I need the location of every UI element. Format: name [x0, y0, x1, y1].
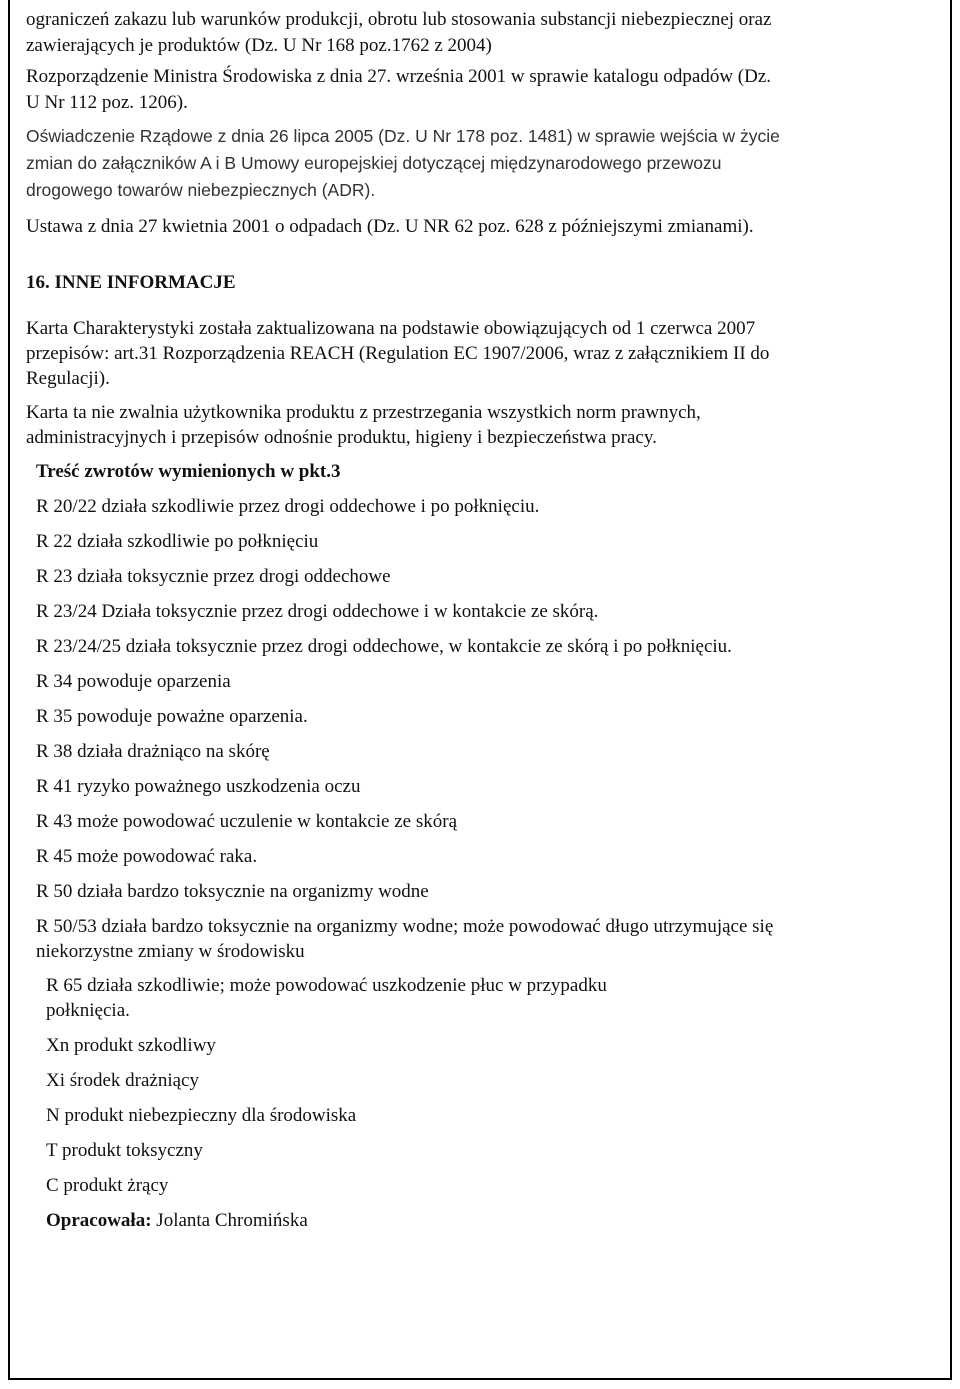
phrase-item: R 50/53 działa bardzo toksycznie na organizmy wodne; może powodować długo utrzymujące się	[36, 916, 774, 937]
paragraph-line: Regulacji).	[26, 368, 110, 389]
phrase-item: R 34 powoduje oparzenia	[36, 671, 231, 692]
hazard-symbol-item: Xi środek drażniący	[46, 1070, 199, 1091]
hazard-symbol-item: N produkt niebezpieczny dla środowiska	[46, 1105, 357, 1126]
hazard-symbol-item: Xn produkt szkodliwy	[46, 1035, 216, 1056]
regulation-line: drogowego towarów niebezpiecznych (ADR).	[26, 180, 376, 200]
section-heading: 16. INNE INFORMACJE	[26, 272, 236, 293]
phrase-item: R 43 może powodować uczulenie w kontakcie ze skórą	[36, 811, 458, 832]
hazard-symbol-item: C produkt żrący	[46, 1175, 169, 1196]
phrase-item: R 45 może powodować raka.	[36, 846, 258, 867]
phrases-title: Treść zwrotów wymienionych w pkt.3	[36, 461, 341, 482]
intro-line: zawierających je produktów (Dz. U Nr 168 poz.1762 z 2004)	[26, 35, 492, 56]
paragraph-line: Karta Charakterystyki została zaktualizowana na podstawie obowiązujących od 1 czerwca 2007	[26, 318, 756, 339]
regulation-line: Ustawa z dnia 27 kwietnia 2001 o odpadach (Dz. U NR 62 poz. 628 z późniejszymi zmianami).	[26, 216, 754, 237]
phrase-item: R 23 działa toksycznie przez drogi oddechowe	[36, 566, 391, 587]
regulation-line: Rozporządzenie Ministra Środowiska z dnia 27. września 2001 w sprawie katalogu odpadów (Dz.	[26, 66, 772, 87]
intro-line: ograniczeń zakazu lub warunków produkcji, obrotu lub stosowania substancji niebezpiecznej oraz	[26, 9, 772, 30]
regulation-line: Oświadczenie Rządowe z dnia 26 lipca 2005 (Dz. U Nr 178 poz. 1481) w sprawie wejścia w życie	[26, 126, 780, 146]
phrase-item: R 35 powoduje poważne oparzenia.	[36, 706, 308, 727]
phrase-item: niekorzystne zmiany w środowisku	[36, 941, 305, 962]
hazard-symbol-item: T produkt toksyczny	[46, 1140, 203, 1161]
phrase-item: R 41 ryzyko poważnego uszkodzenia oczu	[36, 776, 361, 797]
author-line	[46, 1208, 308, 1234]
phrase-item: R 23/24/25 działa toksycznie przez drogi oddechowe, w kontakcie ze skórą i po połknięciu.	[36, 636, 732, 657]
regulation-line: zmian do załączników A i B Umowy europejskiej dotyczącej międzynarodowego przewozu	[26, 153, 722, 173]
phrase-item: R 23/24 Działa toksycznie przez drogi oddechowe i w kontakcie ze skórą.	[36, 601, 599, 622]
phrase-item: R 38 działa drażniąco na skórę	[36, 741, 270, 762]
author-label: Opracowała:	[46, 1210, 152, 1231]
paragraph-line: administracyjnych i przepisów odnośnie produktu, higieny i bezpieczeństwa pracy.	[26, 427, 657, 448]
paragraph-line: Karta ta nie zwalnia użytkownika produktu z przestrzegania wszystkich norm prawnych,	[26, 402, 701, 423]
phrase-item: R 65 działa szkodliwie; może powodować uszkodzenie płuc w przypadku	[46, 975, 607, 996]
phrase-item: R 20/22 działa szkodliwie przez drogi oddechowe i po połknięciu.	[36, 496, 540, 517]
phrase-item: R 22 działa szkodliwie po połknięciu	[36, 531, 319, 552]
regulation-line: U Nr 112 poz. 1206).	[26, 92, 188, 113]
paragraph-line: przepisów: art.31 Rozporządzenia REACH (Regulation EC 1907/2006, wraz z załącznikiem II do	[26, 343, 770, 364]
document-page	[8, 0, 952, 1380]
phrase-item: R 50 działa bardzo toksycznie na organizmy wodne	[36, 881, 429, 902]
author-name: Jolanta Chromińska	[156, 1210, 308, 1231]
phrase-item: połknięcia.	[46, 1000, 130, 1021]
